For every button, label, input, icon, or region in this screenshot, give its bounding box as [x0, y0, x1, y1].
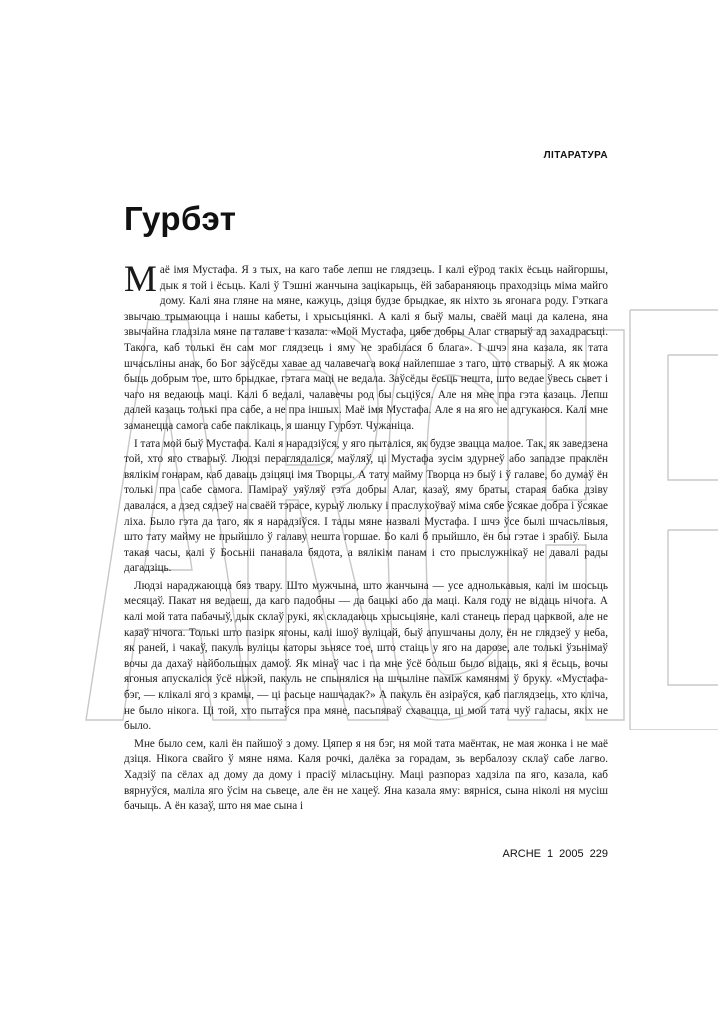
issue-year: 2005	[559, 848, 584, 860]
paragraph: І тата мой быў Мустафа. Калі я нарадзіўся, у яго пыталіся, як будзе звацца малое. Так, як заведзена той, хто яго стварыў. Людзі пераглядаліся, маўляў, ці Мустафа зусім здурнеў або западзе праклён вялікім гонарам, каб даваць дзіцяці імя Творцы. А тату майму Творца нэ быў і ў галаве, бо думаў ён толькі пра сабе самога. Паміраў уяўляў гэта добры Алаг, казаў, яму браты, старая бабка дзіву давалася, а дзед сядзеў на сваёй тэрасе, курыў люльку і праслухоўваў міма сябе ўсякае добра і ўсякае ліха. Было гэта да таго, як я нарадзіўся. І тады мяне назвалі Мустафа. І шчэ ўсе былі шчасьлівыя, што тату майму не прыйшло ў галаву нешта горшае. Бо калі б прыйшло, ён бы гэтае і зрабіў. Была такая часы, калі ў Босьніі панавала бядота, а вялікім панам і сто прыслужнікаў не давалі рады дагадзіць.	[124, 437, 608, 575]
article-body	[124, 259, 608, 817]
article-title: Гурбэт	[124, 200, 237, 237]
page-footer	[497, 848, 608, 860]
journal-name: ARCHE	[502, 848, 542, 860]
drop-cap: М	[124, 259, 157, 300]
paragraph-text: аё імя Мустафа. Я з тых, на каго табе лепш не глядзець. І калі еўрод такіх ёсьць найгоршы, дык я той і ёсьць. Калі ў Тэшні жанчына зацікарыць, ёй забараняюць праходзіць міма майго дому. Калі яна гляне на мяне, кажуць, дзіця будзе брыдкае, як ніхто зь ягонага роду. Гэткага звычаю трымаюцца і нашы кабеты, і хрысьціянкі. А калі я быў малы, сваёй маці да калена, яна звычайна гладзіла мяне па галаве і казала: «Мой Мустафа, цябе добры Алаг стварыў ад захадрасьці. Такога, каб толькі ён сам мог глядзець і яму не зрабілася б блага». І шчэ яна казала, як тата шчасьліны анак, бо Бог заўсёды хавае ад чалавечага вока найлепшае з таго, што стварыў. А як можа быць добрым тое, што брыдкае, гэтага маці не ведала. Заўсёды ёсьць нешта, што ведае ўвесь сьвет і чаго ня ведаюць маці. Калі б ведалі, чалавечы род бы сьціўся. Але ня мне пра гэта казаць. Лепш далей казаць толькі пра сабе, а не пра іншых. Маё імя Мустафа. Але я на яго не адгукаюся. Калі мне заманецца самога сабе паклікаць, я шанцу Гурбэт. Чужаніца.	[124, 264, 608, 432]
section-label: ЛІТАРАТУРА	[543, 150, 608, 161]
paragraph: Мне было сем, калі ён пайшоў з дому. Цяпер я ня бэг, ня мой тата маёнтак, не мая жонка і не маё дзіця. Нікога свайго ў мяне няма. Каля рочкі, далёка за горадам, зь вербалозу склаў сабе лагво. Хадзіў па сёлах ад дому да дому і прасіў міласьціну. Маці разпораз хадзіла па яго, казала, каб вярнуўся, маліла яго ўсім на сьвеце, але ён не хацеў. Яна казала яму: вярніся, сына ніколі ня мусіш бачыць. А ён казаў, што ня мае сына і	[124, 737, 608, 813]
paragraph: Людзі нараджаюцца бяз твару. Што мужчына, што жанчына — усе аднолькавыя, калі ім шосьць месяцаў. Пакат ня ведаеш, да каго падобны — да бацькі або да маці. Каля году не відаць нічога. А калі мой тата пабачыў, дык склаў рукі, як складаюць хрысьціяне, калі станець перад царквой, але не казаў нічога. Толькі што пазірк ягоны, калі ішоў вуліцай, быў апушчаны долу, ён не глядзеў у неба, як раней, і чакаў, пакуль вуліцы каторы зьнясе тое, што стаіць у яго на дарозе, але толькі ўзьнімаў вочы да дахаў найбольшых дамоў. Як мінаў час і па мне ўсё больш было відаць, які я ёсьць, вочы ягоныя апускаліся ўсё ніжэй, пакуль не спыняліся на шчыліне паміж камянямі ў бруку. «Мустафа-бэг, — клікалі яго з крамы, — ці расьце нашчадак?» А пакуль ён азіраўся, каб паглядзець, хто кліча, не было нікога. Ці той, хто пытаўся пра мяне, пасьпяваў схавацца, ці мой тата чуў галасы, якіх не было.	[124, 579, 608, 733]
page-number: 229	[589, 848, 608, 860]
issue-number: 1	[547, 848, 554, 860]
paragraph	[124, 259, 608, 435]
